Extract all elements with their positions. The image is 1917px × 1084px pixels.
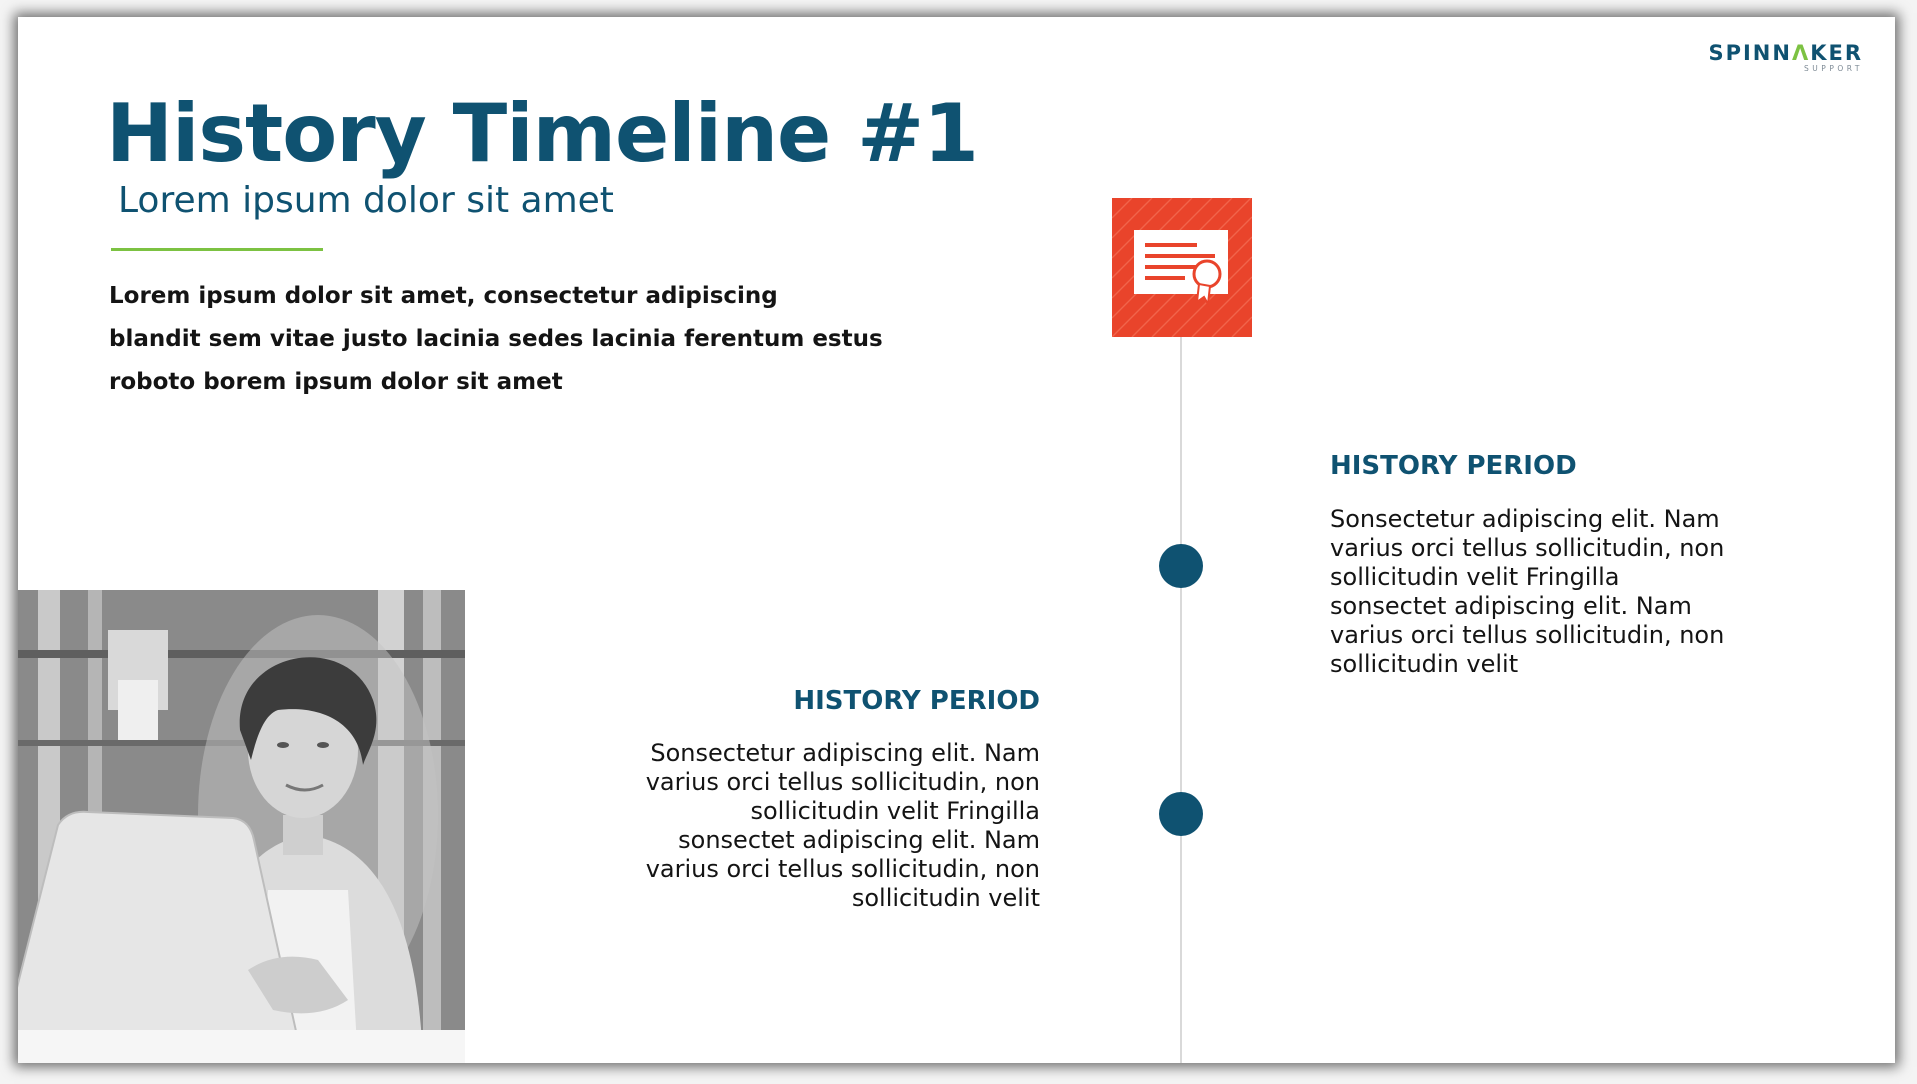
timeline-line: [1180, 337, 1182, 1063]
photo-illustration: [18, 590, 465, 1063]
period-line: Sonsectetur adipiscing elit. Nam: [1330, 505, 1720, 533]
period-line: Sonsectetur adipiscing elit. Nam: [650, 739, 1040, 767]
accent-divider: [111, 248, 323, 251]
logo-word-before: SPINN: [1708, 41, 1792, 65]
period-line: sollicitudin velit Fringilla: [1330, 563, 1620, 591]
logo-subtitle: SUPPORT: [1804, 64, 1863, 73]
period-line: sollicitudin velit: [851, 884, 1040, 912]
page-title: History Timeline #1: [106, 87, 978, 180]
period-line: varius orci tellus sollicitudin, non: [645, 855, 1040, 883]
page-subtitle: Lorem ipsum dolor sit amet: [118, 180, 614, 221]
period-description: [1330, 505, 1760, 679]
period-line: varius orci tellus sollicitudin, non: [1330, 621, 1725, 649]
certificate-icon: [1112, 198, 1252, 337]
period-description: [610, 739, 1040, 913]
period-line: sonsectet adipiscing elit. Nam: [678, 826, 1040, 854]
intro-line: roboto borem ipsum dolor sit amet: [109, 369, 563, 395]
timeline-dot: [1159, 792, 1203, 836]
timeline-dot: [1159, 544, 1203, 588]
logo-wordmark: [1708, 42, 1863, 64]
intro-paragraph: [109, 275, 889, 404]
logo-chevron: Λ: [1791, 41, 1811, 65]
slide: [18, 17, 1895, 1063]
intro-line: blandit sem vitae justo lacinia sedes lacinia ferentum estus: [109, 326, 883, 352]
period-line: sollicitudin velit: [1330, 650, 1519, 678]
person-laptop-photo: [18, 590, 465, 1063]
period-title: HISTORY PERIOD: [1330, 451, 1577, 481]
period-line: sonsectet adipiscing elit. Nam: [1330, 592, 1692, 620]
period-line: varius orci tellus sollicitudin, non: [645, 768, 1040, 796]
period-title: HISTORY PERIOD: [793, 686, 1040, 716]
spinnaker-logo: [1708, 42, 1863, 73]
intro-line: Lorem ipsum dolor sit amet, consectetur adipiscing: [109, 283, 778, 309]
period-line: sollicitudin velit Fringilla: [750, 797, 1040, 825]
period-line: varius orci tellus sollicitudin, non: [1330, 534, 1725, 562]
logo-word-after: KER: [1810, 41, 1863, 65]
